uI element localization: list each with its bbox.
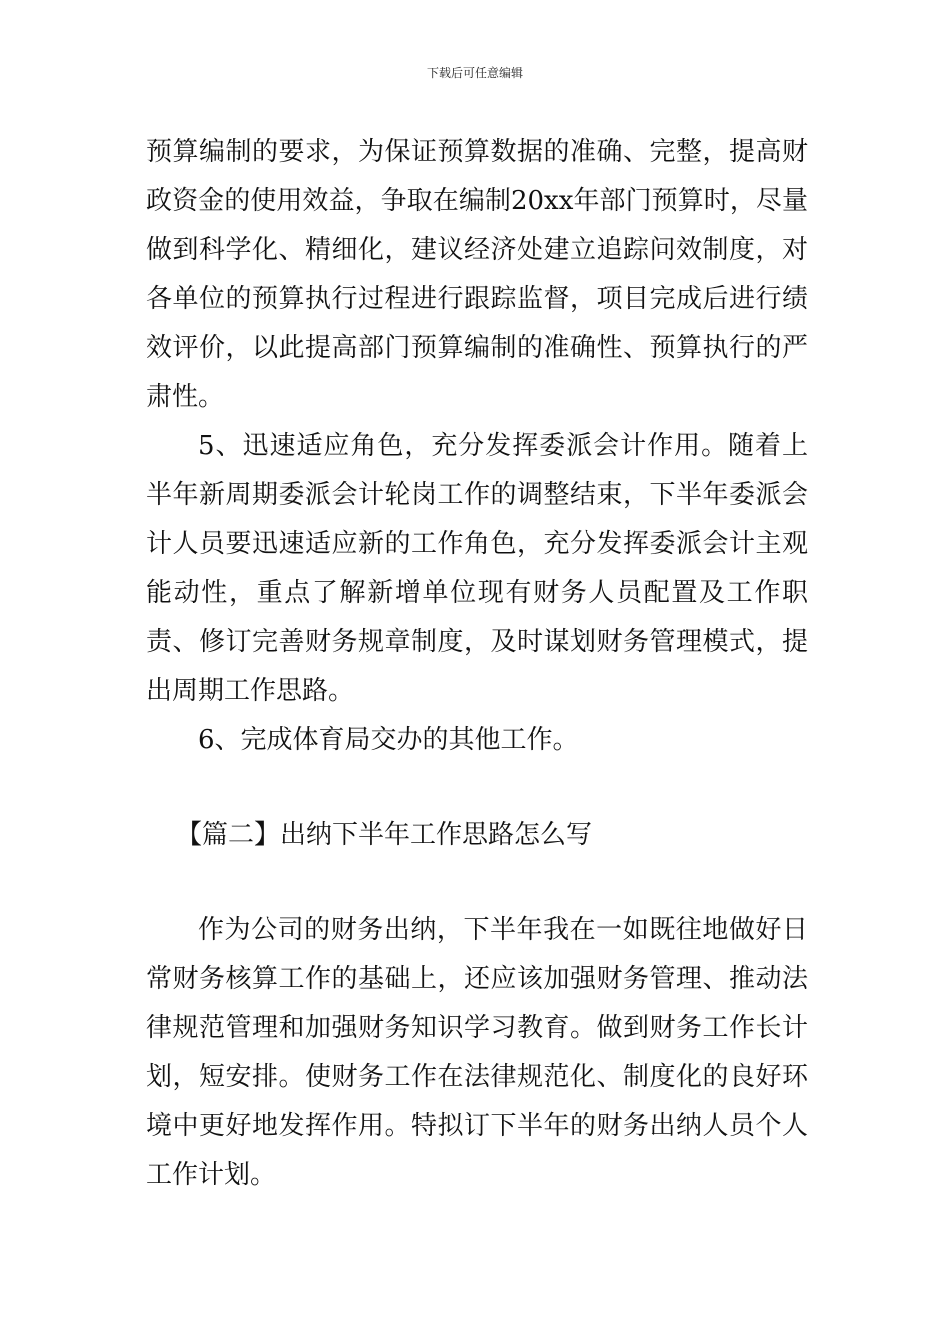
paragraph-item-5: 5、迅速适应角色，充分发挥委派会计作用。随着上半年新周期委派会计轮岗工作的调整结束，下半年委派会计人员要迅速适应新的工作角色，充分发挥委派会计主观能动性，重点了解新增单位现有财务人员配置及工作职责、修订完善财务规章制度，及时谋划财务管理模式，提出周期工作思路。	[146, 431, 808, 706]
paragraph-cashier-intro: 作为公司的财务出纳，下半年我在一如既往地做好日常财务核算工作的基础上，还应该加强财务管理、推动法律规范管理和加强财务知识学习教育。做到财务工作长计划，短安排。使财务工作在法律规范化、制度化的良好环境中更好地发挥作用。特拟订下半年的财务出纳人员个人工作计划。	[146, 915, 808, 1190]
section-heading: 【篇二】出纳下半年工作思路怎么写	[176, 820, 593, 850]
paragraph-item-6: 6、完成体育局交办的其他工作。	[198, 725, 579, 755]
paragraph-budget: 预算编制的要求，为保证预算数据的准确、完整，提高财政资金的使用效益，争取在编制20xx年部门预算时，尽量做到科学化、精细化，建议经济处建立追踪问效制度，对各单位的预算执行过程进行跟踪监督，项目完成后进行绩效评价，以此提高部门预算编制的准确性、预算执行的严肃性。	[146, 137, 808, 412]
page-header: 下载后可任意编辑	[426, 66, 523, 80]
document-body	[146, 128, 808, 1200]
